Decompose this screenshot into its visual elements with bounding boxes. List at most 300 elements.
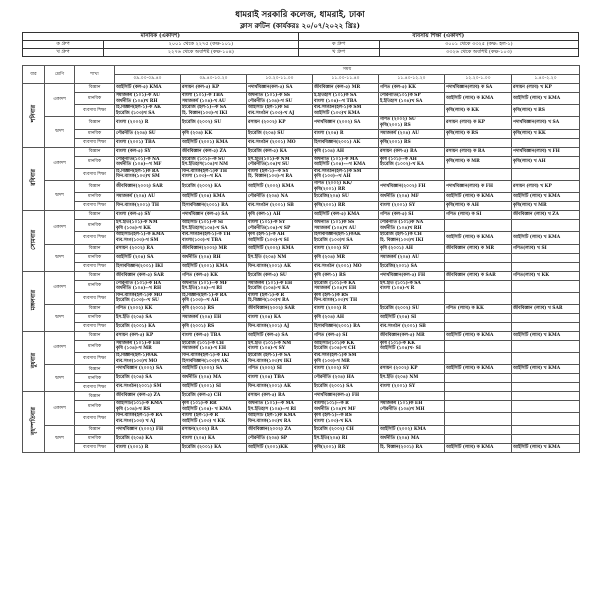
routine-cell — [313, 84, 379, 93]
routine-cell — [313, 353, 379, 365]
subject-entry: আইসিটি (১০৪)খ- SI — [380, 346, 421, 352]
routine-cell — [181, 340, 247, 352]
routine-cell — [181, 374, 247, 383]
routine-cell — [181, 168, 247, 180]
routine-cell — [512, 292, 580, 304]
routine-cell — [512, 413, 580, 425]
day-name: শনিবার — [29, 105, 37, 123]
routine-cell — [181, 253, 247, 262]
subject-entry: বাংলা (২০৪) TBA — [248, 375, 285, 381]
routine-cell — [512, 117, 580, 129]
subject-entry: ই.ইতিহাস (১০১)ক SA — [314, 93, 357, 98]
humanities-heading: মানবিক (একাদশ) — [23, 33, 299, 41]
routine-cell — [512, 220, 580, 232]
routine-cell — [313, 147, 379, 156]
routine-cell — [512, 401, 580, 413]
group-label: বিজ্ঞান — [75, 392, 115, 401]
subject-entry: পদার্থবিজ্ঞান(ল্যাব) ক SA — [446, 85, 493, 91]
group-label: ব্যবসায় শিক্ষা — [75, 292, 115, 304]
routine-row — [23, 280, 580, 292]
subject-entry: রসায়ন (কল-৫) KP — [116, 333, 154, 339]
routine-cell — [313, 232, 379, 244]
routine-cell — [181, 156, 247, 168]
routine-cell — [247, 425, 313, 434]
routine-row — [23, 138, 580, 147]
subject-entry: ফিন.ব্যাংক(হল-১)ক TH — [182, 168, 227, 174]
subject-entry: ইংরেজি (কল-৫) KA — [248, 148, 287, 154]
day-name: বুধবার — [29, 352, 37, 368]
subject-entry: ইংরেজি(২০০১) SA — [380, 263, 418, 269]
routine-cell — [181, 232, 247, 244]
subject-entry: ইংরেজি (১০১)-ক CH — [182, 340, 224, 346]
subject-entry: ফিন.ব্যাংক(১০৩)খ SM — [116, 174, 160, 180]
routine-cell — [115, 105, 181, 117]
subject-entry: আইসিটি (১০৩)খ KMA — [314, 110, 360, 116]
subject-entry: পদার্থবিজ্ঞান(কল-৫) SA — [248, 85, 293, 91]
subject-entry: ইস.ইতি(১০১)-ক NM — [248, 156, 290, 162]
routine-cell — [115, 202, 181, 211]
subject-entry: কৃষি (২০০১) RS — [182, 324, 215, 330]
subject-entry: ব্যব.সংগ(হল-১)ক SM — [314, 353, 357, 359]
class-label: দ্বাদশ — [45, 365, 75, 392]
routine-cell — [247, 138, 313, 147]
subject-entry: কৃষি (২০৪) KK — [182, 130, 213, 136]
routine-cell — [115, 253, 181, 262]
subject-entry: আইসিটি (ল্যাব) খ KMA — [513, 235, 561, 241]
subject-entry: কৃষি(ল্যাব) খ RS — [513, 107, 545, 113]
subject-entry: কৃষি(২০০১) RR — [314, 444, 346, 450]
subject-entry: কৃষি (২০০১) RS — [182, 306, 215, 312]
class-label: দ্বাদশ — [45, 117, 75, 147]
subject-entry: সমাজকর্ম (২০৪) AU — [380, 254, 420, 260]
group-label: মানবিক — [75, 401, 115, 413]
routine-cell — [313, 322, 379, 331]
class-label: দ্বাদশ — [45, 425, 75, 452]
routine-cell — [115, 443, 181, 452]
subject-entry: জীববিজ্ঞান (ল্যাব) ক MR — [446, 245, 495, 251]
routine-cell — [445, 304, 512, 313]
routine-cell — [181, 425, 247, 434]
subject-entry: পদার্থবিজ্ঞান(কল-৫) FH — [380, 272, 426, 278]
day-name: সোমবার — [29, 229, 37, 250]
group-label: মানবিক — [75, 156, 115, 168]
subject-entry: ইংরেজি (হল-১)ক CH — [380, 232, 422, 238]
routine-cell — [181, 262, 247, 271]
group-label: ব্যবসায় শিক্ষা — [75, 262, 115, 271]
routine-cell — [115, 413, 181, 425]
subject-entry: অর্থনীতি (১০৪)--খ MF — [116, 162, 162, 168]
subject-entry: কৃষি (২০৪) MR — [314, 254, 346, 260]
routine-cell — [115, 211, 181, 220]
routine-cell — [445, 322, 512, 331]
routine-cell — [379, 168, 445, 180]
subject-entry: ব্যব.সংগ(১০৩)খ MO — [116, 358, 158, 364]
period-header: ১০.২০-১১.০০ — [247, 75, 313, 84]
subject-entry: আইসিটি (২০০২) KMA — [248, 183, 294, 189]
routine-cell — [379, 220, 445, 232]
subject-entry: ইংরেজি (১০৩)--খ SU — [116, 298, 159, 304]
group-label: ব্যবসায় শিক্ষা — [75, 413, 115, 425]
routine-cell — [247, 93, 313, 105]
subject-entry: গণিত (কল-৫) SI — [314, 333, 348, 339]
routine-cell — [379, 392, 445, 401]
group-label: মানবিক — [75, 93, 115, 105]
routine-cell — [379, 434, 445, 443]
routine-cell — [379, 340, 445, 352]
routine-cell — [313, 374, 379, 383]
subject-entry: বাংলা (২০০২) SY — [314, 245, 350, 251]
subject-entry: জীববিজ্ঞান(২০০২) SAR — [116, 183, 163, 189]
subject-entry: অর্থনীতি (২০৪) RH — [182, 254, 221, 260]
subject-entry: আইসিটি (২০০২) KMA — [380, 426, 426, 432]
subject-entry: ইস.ইতি (২০৪) NM — [248, 254, 287, 260]
routine-cell — [115, 168, 181, 180]
subject-entry: বাংলা (২০০১) SY — [380, 384, 416, 390]
subject-entry: কৃষি(ল্যাব) খ AH — [513, 159, 546, 165]
routine-cell — [313, 383, 379, 392]
subject-entry: পৌরনীতি(১০১)ক SP — [380, 93, 421, 98]
subject-entry: কৃষি (১০৩)--খ AH — [314, 174, 351, 180]
subject-entry: হি. বিজ্ঞান(১০৩)-খ IKI — [182, 110, 228, 116]
period-header: ১১.৪০-১২.২০ — [379, 75, 445, 84]
routine-cell — [512, 211, 580, 220]
routine-cell — [115, 129, 181, 138]
day-label — [23, 331, 45, 391]
subject-entry: কৃষি(২০০১) RS — [380, 139, 411, 145]
routine-cell — [115, 304, 181, 313]
subject-entry: বাংলা (কল-৫) TBA — [182, 333, 221, 339]
routine-row — [23, 117, 580, 129]
routine-row — [23, 322, 580, 331]
subject-entry: আইসিটি (হল-১)ক KMA — [248, 413, 296, 419]
subject-entry: বাংলা (২০০১) TBA — [116, 139, 156, 145]
subject-entry: জীববিজ্ঞান (কল-৫) ZA — [116, 393, 161, 399]
group-label: ব্যবসায় শিক্ষা — [75, 105, 115, 117]
subject-entry: পৌরনীতি (২০৪) SU — [116, 130, 156, 136]
routine-cell — [181, 304, 247, 313]
routine-cell — [379, 313, 445, 322]
routine-cell — [379, 374, 445, 383]
routine-cell — [379, 280, 445, 292]
group-label: ব্যবসায় শিক্ষা — [75, 168, 115, 180]
routine-row — [23, 202, 580, 211]
routine-row — [23, 211, 580, 220]
group-label: ব্যবসায় শিক্ষা — [75, 138, 115, 147]
class-routine-table — [22, 65, 580, 453]
subject-entry: ইংরেজি (১০১)--ক SU — [182, 156, 226, 162]
routine-cell — [445, 392, 512, 401]
subject-entry: ফিন.ব্যাংক(২০০১) AK — [248, 263, 291, 269]
subject-entry: সমাজকর্ম (১০৪)-খ AU — [182, 98, 226, 104]
subject-entry: কৃষি (১০৩)--খ AH — [182, 298, 219, 304]
group-label: মানবিক — [75, 340, 115, 352]
subject-entry: ইস.ইতি (২০৪) SA — [116, 315, 152, 321]
subject-entry: পৌরনীতি(১০১)-ক NA — [116, 156, 160, 162]
routine-cell — [115, 262, 181, 271]
routine-cell — [181, 202, 247, 211]
day-label — [23, 211, 45, 271]
subject-entry: বাংলা (হল-১)--ক SY — [248, 168, 289, 174]
routine-cell — [115, 331, 181, 340]
subject-entry: অর্থনীতি (২০৪) MF — [380, 194, 419, 200]
subject-entry: বাংলা (১০৩)--খ KA — [182, 174, 222, 180]
subject-entry: আইসিটি (কল-৫) KMA — [116, 85, 162, 91]
routine-cell — [512, 313, 580, 322]
subject-entry: আইসিটি (ল্যাব) খ KMA — [513, 95, 561, 101]
routine-cell — [115, 374, 181, 383]
subject-entry: কৃষি(২০০১) RR — [314, 203, 346, 209]
routine-cell — [512, 304, 580, 313]
routine-cell — [313, 331, 379, 340]
routine-row — [23, 340, 580, 352]
routine-cell — [247, 434, 313, 443]
routine-cell — [379, 365, 445, 374]
group-label: বিজ্ঞান — [75, 147, 115, 156]
routine-cell — [247, 193, 313, 202]
routine-cell — [445, 434, 512, 443]
routine-cell — [445, 253, 512, 262]
subject-entry: ইংরেজি (২০০১) KA — [116, 324, 156, 330]
subject-entry: অর্থনীতি (১০৪)--খ RH — [116, 286, 162, 292]
routine-cell — [313, 413, 379, 425]
routine-cell — [115, 232, 181, 244]
routine-cell — [313, 105, 379, 117]
subject-entry: পৌরনীতি (১০৪)খ MH — [380, 406, 425, 412]
subject-entry: ইংরেজি(২০৪) SU — [314, 194, 349, 200]
subject-entry: সমাজকর্ম (১০১)-ক EH — [116, 340, 161, 346]
subject-entry: রসায়ন(২০০২) RA — [182, 426, 218, 432]
subject-entry: ফিন.ব্যাংক(হল-১)-ক IKI — [182, 353, 230, 359]
subject-entry: রসায়ন (ল্যাব) খ KP — [513, 183, 552, 189]
subject-entry: কৃষি (১০৪)-খ MR — [116, 346, 152, 352]
subject-entry: জীববিজ্ঞান(২০০২) MR — [182, 245, 228, 251]
routine-cell — [379, 443, 445, 452]
group-label: মানবিক — [75, 313, 115, 322]
group-row — [23, 41, 579, 49]
routine-cell — [379, 232, 445, 244]
routine-cell — [313, 180, 379, 192]
subject-entry: হি. বিজ্ঞান(২০০১) RA — [380, 444, 423, 450]
subject-entry: সমাজকর্ম (২০৪) EH — [182, 315, 222, 321]
subject-entry: পদার্থবিজ্ঞান (২০০২) SA — [314, 120, 361, 126]
routine-cell — [512, 383, 580, 392]
class-label: দ্বাদশ — [45, 180, 75, 210]
subject-entry: হি.বিজ্ঞান(১০৩)খ RA — [248, 298, 290, 304]
subject-entry: আইসিটি(হল-১)-ক KMA — [116, 232, 165, 238]
routine-cell — [247, 443, 313, 452]
routine-cell — [512, 232, 580, 244]
routine-cell — [115, 322, 181, 331]
class-label: একাদশ — [45, 271, 75, 304]
subject-entry: বাংলা (১০৪)-খ R — [380, 286, 415, 292]
subject-entry: অর্থনীতি (১০১)-ক SS — [248, 93, 290, 98]
routine-cell — [512, 434, 580, 443]
period-header: ০৯.০০-০৯.৪০ — [115, 75, 181, 84]
routine-row — [23, 129, 580, 138]
subject-entry: আইসিটি (১০৩) খ KK — [182, 419, 226, 425]
subject-entry: ইংরেজি (২০০১) KA — [182, 444, 222, 450]
routine-cell — [115, 292, 181, 304]
routine-cell — [379, 138, 445, 147]
group-range: ২২৭৬ থেকে অবশিষ্ট (কক্ষ-১০৪) — [104, 49, 299, 57]
class-column-header: শ্রেণি — [45, 66, 75, 84]
group-label: মানবিক — [75, 193, 115, 202]
subject-entry: রসায়ন (ল্যাব) ক RA — [446, 148, 485, 154]
period-header: ১১.০০-১১.৪০ — [313, 75, 379, 84]
routine-cell — [115, 193, 181, 202]
routine-cell — [247, 280, 313, 292]
routine-cell — [247, 322, 313, 331]
routine-cell — [445, 168, 512, 180]
routine-cell — [512, 271, 580, 280]
group-label: ব্যবসায় শিক্ষা — [75, 443, 115, 452]
routine-row — [23, 434, 580, 443]
routine-cell — [313, 271, 379, 280]
subject-entry: আইসিটি (ল্যাব) ক KMA — [446, 366, 494, 372]
routine-cell — [181, 193, 247, 202]
routine-row — [23, 193, 580, 202]
subject-entry: কৃষি (১০৩)-খ MR — [314, 358, 350, 364]
subject-entry: ফিন.ব্যাংক(১০৩)খ IKI — [248, 358, 292, 364]
routine-cell — [512, 202, 580, 211]
subject-entry: ব্যব.সংগ(১০৩)-খ SM — [116, 237, 159, 243]
subject-entry: বাংলা (১০৪)--খ TBA — [314, 98, 357, 104]
routine-cell — [115, 365, 181, 374]
group-row — [23, 49, 579, 57]
routine-cell — [247, 374, 313, 383]
routine-cell — [247, 292, 313, 304]
subject-entry: ইংরেজি (২০৪) SA — [116, 375, 152, 381]
routine-cell — [445, 138, 512, 147]
group-label: বিজ্ঞান — [75, 117, 115, 129]
routine-cell — [512, 129, 580, 138]
routine-cell — [247, 313, 313, 322]
group-allocation-table — [22, 32, 579, 57]
routine-cell — [379, 211, 445, 220]
routine-cell — [512, 280, 580, 292]
routine-cell — [313, 340, 379, 352]
routine-row — [23, 365, 580, 374]
class-label: একাদশ — [45, 84, 75, 117]
subject-entry: ইংরেজি (১০১)-ক KA — [314, 280, 356, 286]
subject-entry: অর্থনীতি (২০৪) MA — [182, 375, 222, 381]
subject-entry: গণিত(ল্যাব) খ SI — [513, 245, 547, 251]
day-label — [23, 147, 45, 211]
subject-entry: সমাজকর্ম (১০৪)-খ EH — [182, 346, 227, 352]
subject-entry: হি. বিজ্ঞান(১০৩)-খ RA — [248, 174, 293, 180]
subject-entry: বাংলা (হল-১)-ক R — [248, 292, 285, 298]
routine-cell — [445, 147, 512, 156]
routine-cell — [181, 383, 247, 392]
subject-entry: বাংলা (২০০১) R — [116, 444, 149, 450]
routine-cell — [181, 147, 247, 156]
subject-entry: কৃষি (হল-১)--ক RS — [314, 413, 352, 419]
group-range: ৩৩২৬ থেকে অবশিষ্ট (কক্ষ-১০৩) — [379, 49, 578, 57]
subject-entry: ফিন.ব্যাংক(হল-১)ক MO — [116, 292, 163, 298]
routine-cell — [445, 202, 512, 211]
class-label: একাদশ — [45, 147, 75, 180]
group-label: মানবিক — [75, 280, 115, 292]
routine-cell — [379, 84, 445, 93]
routine-cell — [445, 262, 512, 271]
routine-cell — [379, 383, 445, 392]
subject-entry: পৌরনীতি (২০৪) HA — [314, 375, 355, 381]
subject-entry: পৌরনীতি (২০৪) NA — [248, 194, 289, 200]
subject-entry: আইসিটি (২০০১) KMA — [182, 139, 228, 145]
group-label: ব্যবসায় শিক্ষা — [75, 232, 115, 244]
subject-entry: ইংরেজি (১০৩)খ SA — [116, 110, 155, 116]
subject-entry: আইসিটি (কল-৫) KMA — [314, 212, 360, 218]
routine-cell — [379, 304, 445, 313]
subject-entry: বাংলা (২০৪) KA — [182, 435, 215, 441]
routine-row — [23, 383, 580, 392]
routine-cell — [247, 202, 313, 211]
subject-entry: বাংলা (১০১)-ক TBA — [182, 93, 224, 98]
subject-entry: ফিন.ব্যাংক(২০০১) AK — [248, 384, 291, 390]
subject-entry: কৃষি (১০১)-ক RR — [182, 401, 217, 407]
routine-cell — [512, 392, 580, 401]
routine-cell — [313, 434, 379, 443]
subject-entry: ইংরেজি (হল-১)-ক SA — [248, 353, 291, 359]
subject-entry: আইসিটি (২০৪) SI — [380, 315, 417, 321]
routine-cell — [512, 365, 580, 374]
routine-cell — [512, 93, 580, 105]
class-label: একাদশ — [45, 331, 75, 364]
routine-cell — [115, 180, 181, 192]
subject-entry: আইসিটি (ল্যাব) খ KMA — [513, 194, 561, 200]
subject-entry: কৃষি (২০০১) AH — [380, 245, 413, 251]
period-header: ০৯.৪০-১০.২০ — [181, 75, 247, 84]
routine-cell — [313, 220, 379, 232]
subject-entry: পদার্থবিজ্ঞান (২০০২) FH — [116, 426, 164, 432]
routine-cell — [512, 443, 580, 452]
subject-entry: হিসাববিজ্ঞান(২০০১) RA — [314, 324, 361, 330]
routine-cell — [512, 425, 580, 434]
subject-entry: সমাজকর্ম (১০৪)খ AU — [314, 225, 356, 231]
subject-entry: ফিন.ব্যাংক(১০৩)খ TH — [314, 298, 358, 304]
subject-entry: গণিত (কল-৫) SI — [380, 212, 414, 218]
subject-entry: সমাজকর্ম (১০১)-ক AU — [116, 93, 160, 98]
subject-entry: গণিত (২০০২) SU — [380, 117, 416, 123]
routine-cell — [115, 401, 181, 413]
subject-entry: বাংলা (২০৪) R — [314, 130, 344, 136]
routine-cell — [115, 425, 181, 434]
business-heading: ব্যবসায় শিক্ষা (একাদশ) — [298, 33, 578, 41]
group-label: মানবিক — [75, 374, 115, 383]
routine-cell — [445, 193, 512, 202]
routine-cell — [181, 365, 247, 374]
subject-entry: অর্থনীতি (২০৪) MA — [380, 435, 420, 441]
routine-row — [23, 331, 580, 340]
routine-cell — [247, 401, 313, 413]
subject-entry: জীববিজ্ঞান (ল্যাব) খ SAR — [513, 306, 563, 312]
subject-entry: কৃষি (১০৪)-খ KK — [116, 225, 151, 231]
routine-cell — [247, 84, 313, 93]
routine-cell — [512, 84, 580, 93]
routine-cell — [379, 156, 445, 168]
routine-cell — [445, 129, 512, 138]
subject-entry: আইসিটি (২০০১)KK — [248, 444, 288, 450]
routine-row — [23, 180, 580, 192]
subject-entry: কৃষি (কল-১) RS — [314, 272, 346, 278]
subject-entry: বাংলা (২০০১) SY — [380, 203, 416, 209]
routine-cell — [379, 413, 445, 425]
subject-entry: ইংরেজি (২০০২) SU — [380, 306, 420, 312]
routine-cell — [181, 117, 247, 129]
subject-entry: কৃষি (হল-১)-ক AH — [248, 232, 285, 238]
routine-cell — [379, 331, 445, 340]
group-label: মানবিক — [75, 220, 115, 232]
